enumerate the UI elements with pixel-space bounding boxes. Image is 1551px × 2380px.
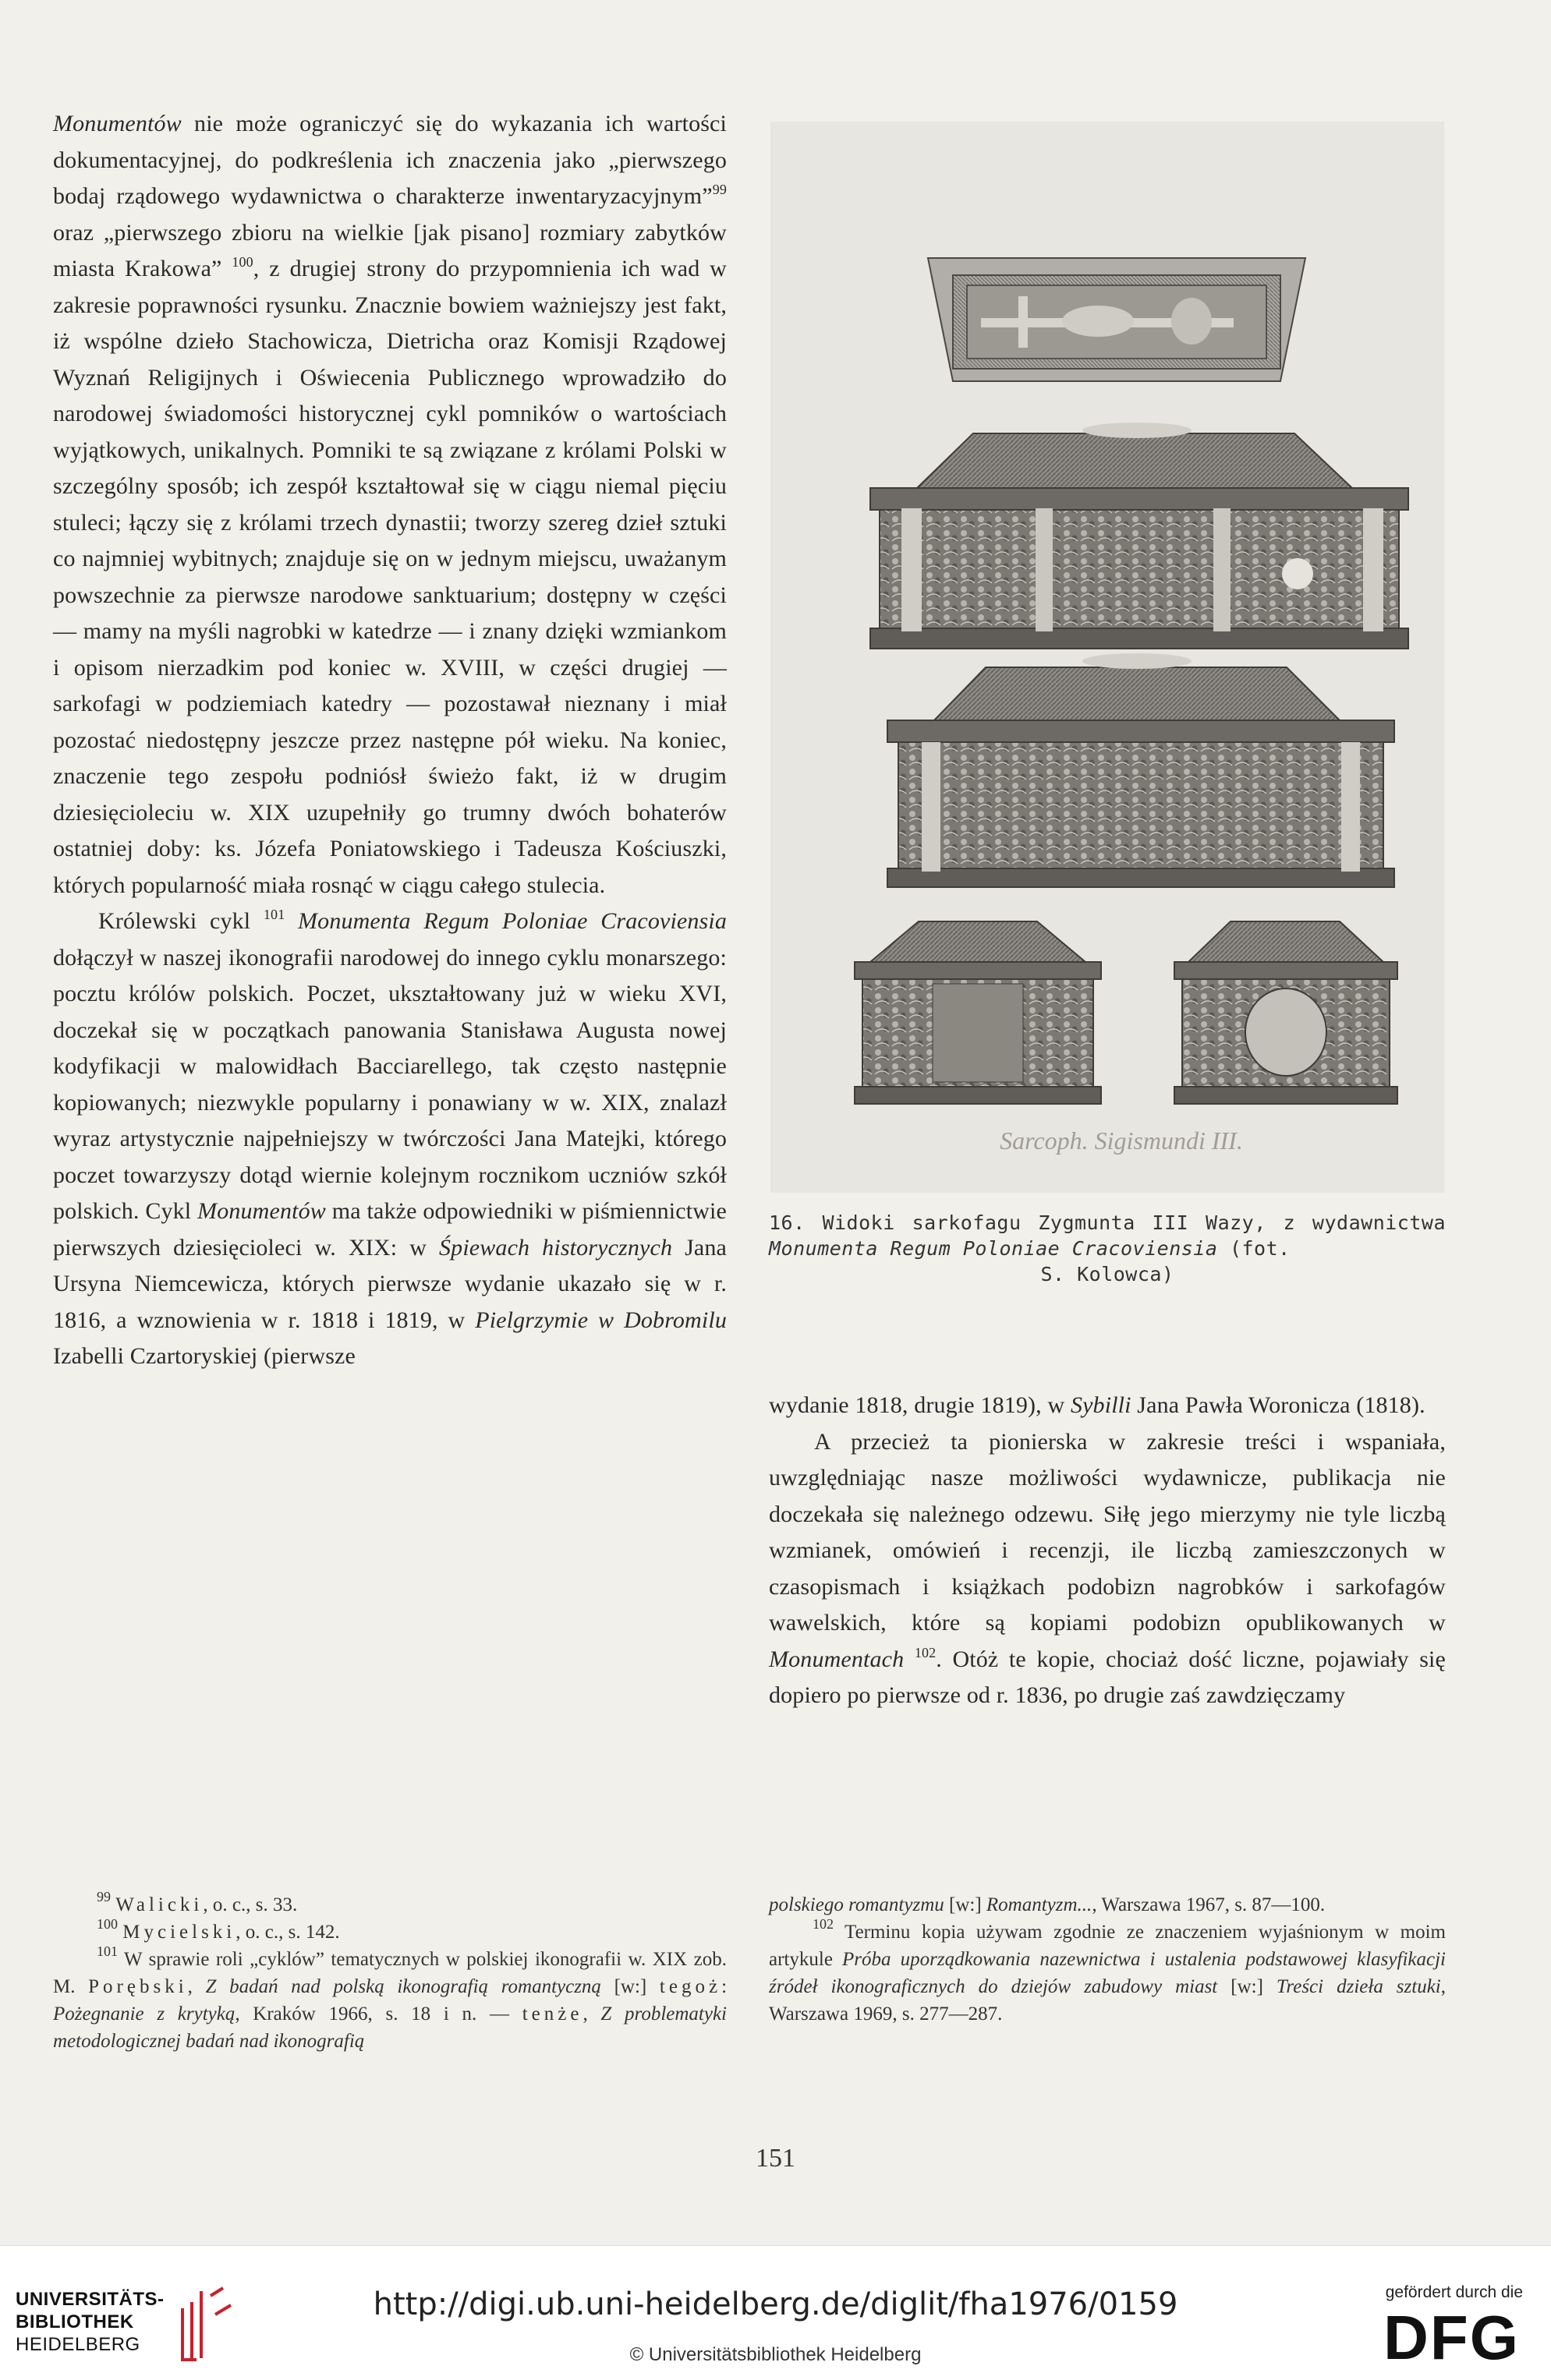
italic-text: Monumentów xyxy=(197,1198,326,1224)
footnote-ref: 99 xyxy=(712,182,727,197)
italic-text: Sybilli xyxy=(1070,1392,1131,1418)
footnote xyxy=(769,1918,1446,2028)
sarcophagus-lid-top-view xyxy=(928,258,1305,381)
library-name-line3: HEIDELBERG xyxy=(16,2334,140,2355)
italic-text: Romantyzm... xyxy=(986,1894,1092,1915)
italic-text: Pielgrzymie w Dobromilu xyxy=(475,1307,727,1333)
italic-text: Śpiewach historycznych xyxy=(439,1234,673,1261)
footnote-ref: 101 xyxy=(263,907,285,922)
text-run: , xyxy=(583,2003,601,2025)
text-run: 16. Widoki sarkofagu Zygmunta III Wazy, z wydawnictwa xyxy=(769,1211,1446,1234)
italic-text: Monumentów xyxy=(53,111,182,136)
italic-text: Z badań nad polską ikonografią romantyczną xyxy=(205,1976,601,1997)
text-run: : xyxy=(721,1976,728,1997)
text-run: , o. c., s. 142. xyxy=(235,1922,340,1943)
text-run: , z drugiej strony do przypomnienia ich wad w zakresie poprawności rysunku. Znacznie bowiem ważniejszy jest fakt, iż wspólne dzieło Stachowicza, Dietricha oraz Komisji Rządowej Wyznań Religijnych i Oświecenia Publicznego wprowadziło do narodowej świadomości historycznej cykl pomników o wartościach wyjątkowych, unikalnych. Pomniki te są związane z królami Polski w szczególny sposób; ich zespół kształtował się w ciągu niemal pięciu stuleci; łączy się z królami trzech dynastii; tworzy szereg dzieł sztuki co najmniej wybitnych; znajduje się on w jednym miejscu, uważanym powszechnie za pierwsze narodowe sanktuarium; dostępny w części — mamy na myśli nagrobki w katedrze — i znany dzięki wzmiankom i opisom nierzadkim pod koniec w. XVIII, w części drugiej — sarkofagi w podziemiach katedry — pozostawał nieznany i miał pozostać niedostępny jeszcze przez następne pół wieku. Na koniec, znaczenie tego zespołu podniósł świeżo fakt, iż w drugim dziesięcioleciu w. XIX uzupełniły go trumny dwóch bohaterów ostatniej doby: ks. Józefa Poniatowskiego i Tadeusza Kościuszki, których popularność miała rosnąć w ciągu całego stulecia. xyxy=(53,256,727,898)
text-run: Jana Ursyna Niemcewicza, których pierwsze wydanie ukazało się w r. 1816, a wznowienia w r. 1818 i 1819, w xyxy=(53,1234,727,1333)
permalink-url[interactable]: http://digi.ub.uni-heidelberg.de/diglit/fha1976/0159 xyxy=(373,2286,1178,2322)
italic-text: Treści dzieła sztuki xyxy=(1276,1976,1441,1997)
footnote-ref: 102 xyxy=(813,1916,834,1932)
text-run: oraz „pierwszego zbioru na wielkie [jak pisano] rozmiary zabytków miasta Krakowa” xyxy=(53,219,727,281)
text-run: dołączył w naszej ikonografii narodowej do innego cyklu monarszego: pocztu królów polskich. Poczet, ukształtowany już w wieku XVI, doczekał się w początkach panowania Stanisława Augusta nowej kodyfikacji w malowidłach Bacciarellego, tak często następnie kopiowanych; niezwykle popularny i ponawiany w w. XIX, znalazł wyraz artystycznie najpełniejszy w twórczości Jana Matejki, którego poczet towarzyszy dotąd wiernie kolejnym rocznikom uczniów szkół polskich. Cykl xyxy=(53,944,727,1224)
author-name: Porębski xyxy=(88,1976,188,1997)
footnote-ref: 101 xyxy=(97,1943,118,1959)
text-run: ma także odpowiedniki w piśmiennictwie pierwszych dziesięcioleci w. XIX: w xyxy=(53,1198,727,1261)
italic-text: Monumenta Regum Poloniae Cracoviensia xyxy=(298,908,728,934)
text-run: , o. c., s. 33. xyxy=(203,1894,298,1915)
text-run: Królewski cykl xyxy=(98,908,264,934)
text-run: Izabelli Czartoryskiej (pierwsze xyxy=(53,1343,356,1369)
body-text-left-column xyxy=(53,106,727,1375)
author-name: tegoż xyxy=(659,1976,722,1997)
text-run: , xyxy=(187,1976,206,1997)
footnote xyxy=(769,1891,1446,1918)
footnote xyxy=(53,1891,727,1918)
text-run: W sprawie roli „cyklów” tematycznych w polskiej ikonografii w. XIX zob. M. xyxy=(53,1949,727,1997)
figure-inscription: Sarcoph. Sigismundi III. xyxy=(1000,1126,1243,1155)
sarcophagus-illustration xyxy=(770,122,1444,1193)
text-run xyxy=(285,908,298,934)
text-run: Jana Pawła Woronicza (1818). xyxy=(1131,1392,1425,1418)
footnote-ref: 99 xyxy=(97,1889,111,1904)
text-run: Terminu kopia używam zgodnie ze znaczeniem wyjaśnionym w moim artykule xyxy=(769,1922,1446,1970)
paragraph xyxy=(769,1388,1446,1424)
text-run: nie może ograniczyć się do wykazania ich wartości dokumentacyjnej, do podkreślenia ich znaczenia jako „pierwszego bodaj rządowego wydawnictwa o charakterze inwentaryzacyjnym” xyxy=(53,111,727,209)
paragraph xyxy=(53,904,727,1375)
footnote-ref: 100 xyxy=(232,254,253,270)
dfg-logo: DFG xyxy=(1383,2303,1520,2372)
author-name: Mycielski xyxy=(122,1922,236,1943)
text-run: [w:] xyxy=(1217,1976,1277,1997)
footnotes-right xyxy=(769,1891,1446,2028)
text-run: [w:] xyxy=(600,1976,660,1997)
footnote-ref: 102 xyxy=(914,1644,937,1660)
text-run: . Otóż te kopie, chociaż dość liczne, pojawiały się dopiero po pierwsze od r. 1836, po drugie zaś zawdzięczamy xyxy=(769,1646,1446,1708)
author-name: Walicki xyxy=(115,1894,204,1915)
italic-text: polskiego romantyzmu xyxy=(769,1894,944,1915)
sarcophagus-end-view-left xyxy=(855,921,1101,1104)
text-run xyxy=(904,1646,915,1672)
digitization-footer xyxy=(0,2245,1551,2380)
footnote xyxy=(53,1943,728,2055)
caption-text xyxy=(769,1211,1446,1260)
caption-credit: S. Kolowca) xyxy=(1040,1263,1174,1285)
footnotes-left xyxy=(53,1891,727,2055)
text-run: , Warszawa 1969, s. 277—287. xyxy=(769,1976,1447,2025)
paragraph xyxy=(53,106,727,904)
italic-text: Z problematyki metodologicznej badań nad ikonografią xyxy=(53,2003,727,2052)
italic-text: Pożegnanie z krytyką xyxy=(53,2003,235,2025)
library-name-line1: UNIVERSITÄTS- xyxy=(16,2289,165,2310)
italic-text: Próba uporządkowania nazewnictwa i ustalenia podstawowej klasyfikacji źródeł ikonograficznych do dziejów zabudowy miast xyxy=(769,1949,1446,1997)
funding-label: gefördert durch die xyxy=(1385,2283,1523,2301)
italic-text: Monumentach xyxy=(769,1646,905,1672)
text-run: , Warszawa 1967, s. 87—100. xyxy=(1092,1894,1326,1915)
footnote-ref: 100 xyxy=(97,1916,118,1932)
figure-caption xyxy=(769,1210,1446,1287)
text-run: , Kraków 1966, s. 18 i n. — xyxy=(235,2003,522,2025)
text-run: wydanie 1818, drugie 1819), w xyxy=(769,1392,1071,1418)
footnote xyxy=(53,1918,727,1946)
italic-text: Monumenta Regum Poloniae Cracoviensia xyxy=(769,1237,1218,1260)
page-number: 151 xyxy=(756,2144,795,2173)
library-name-line2: BIBLIOTHEK xyxy=(16,2311,134,2332)
text-run: (fot. xyxy=(1217,1237,1291,1260)
text-run: [w:] xyxy=(944,1894,986,1915)
text-run: A przecież ta pionierska w zakresie treści i wspaniała, uwzględniając nasze możliwości wydawnicze, publikacja nie doczekała się należnego odzewu. Siłę jego mierzymy nie tyle liczbą wzmianek, omówień i recenzji, ile liczbą zamieszczonych w czasopismach i książkach podobizn nagrobków i sarkofagów wawelskich, które są kopiami podobizn opublikowanych w xyxy=(769,1428,1446,1636)
paragraph xyxy=(769,1424,1446,1714)
sarcophagus-end-view-right xyxy=(1174,921,1397,1104)
copyright-notice: © Universitätsbibliothek Heidelberg xyxy=(629,2344,922,2365)
body-text-right-column xyxy=(769,1388,1446,1714)
author-name: tenże xyxy=(522,2003,583,2025)
